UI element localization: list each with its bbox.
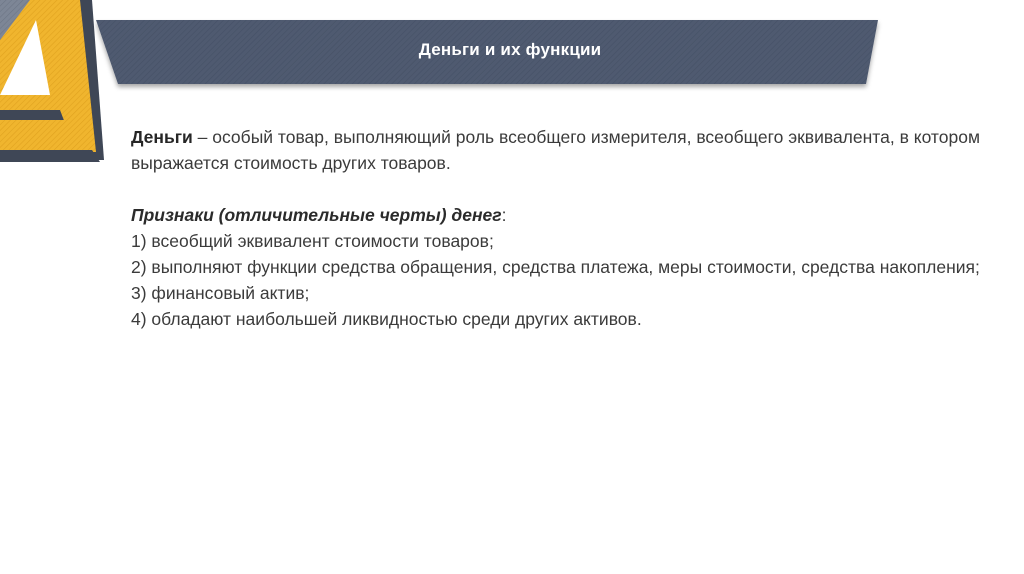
signs-list-item: 4) обладают наибольшей ликвидностью среди других активов. — [131, 309, 642, 329]
slide-content — [131, 124, 991, 332]
spacer — [131, 176, 991, 202]
definition-text: – особый товар, выполняющий роль всеобщего измерителя, всеобщего эквивалента, в котором выражается стоимость других товаров. — [131, 127, 980, 173]
signs-heading-line — [131, 202, 991, 228]
definition-term: Деньги — [131, 127, 193, 147]
signs-heading-colon: : — [501, 205, 507, 225]
signs-list-item: 2) выполняют функции средства обращения, средства платежа, меры стоимости, средства накопления; — [131, 257, 980, 277]
signs-list-item: 3) финансовый актив; — [131, 283, 310, 303]
slide-title: Деньги и их функции — [418, 40, 602, 59]
signs-heading: Признаки (отличительные черты) денег — [131, 205, 502, 225]
signs-list-item: 1) всеобщий эквивалент стоимости товаров; — [131, 231, 494, 251]
definition-paragraph — [131, 124, 991, 176]
